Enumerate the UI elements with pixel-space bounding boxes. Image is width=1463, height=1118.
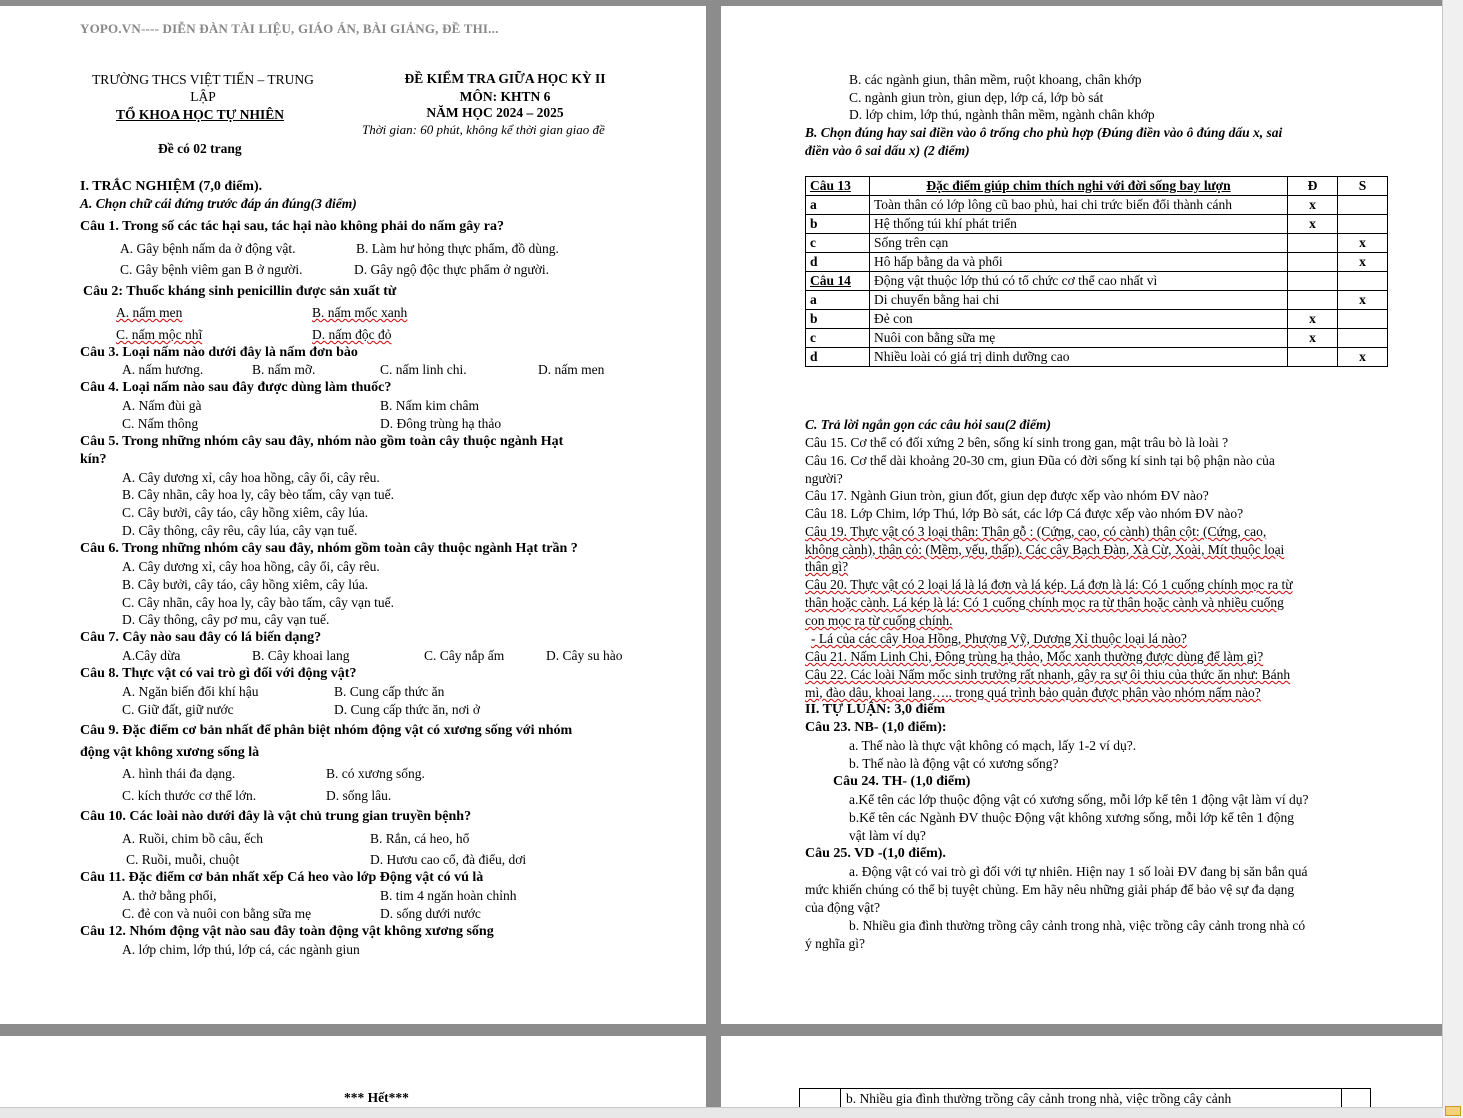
row-key: b <box>806 215 870 234</box>
exam-subject: MÔN: KHTN 6 <box>459 89 551 104</box>
row-false-cell: x <box>1338 348 1388 367</box>
row-true-cell: x <box>1288 215 1338 234</box>
horizontal-scrollbar[interactable] <box>0 1107 1443 1118</box>
row-true-cell <box>1288 291 1338 310</box>
header-false: S <box>1338 177 1388 196</box>
table-row <box>806 348 1388 367</box>
q23-b: b. Thế nào là động vật có xương sống? <box>849 756 1059 771</box>
q17: Câu 17. Ngành Giun tròn, giun đốt, giun dẹp được xếp vào nhóm ĐV nào? <box>805 488 1209 503</box>
true-false-table <box>805 176 1388 367</box>
q10-c: C. Ruồi, muỗi, chuột <box>126 852 240 867</box>
site-banner: YOPO.VN---- DIỄN ĐÀN TÀI LIỆU, GIÁO ÁN, BÀI GIẢNG, ĐỀ THI... <box>80 21 499 36</box>
header-question: Câu 13 <box>806 177 870 196</box>
q6-b: B. Cây bưởi, cây táo, cây hồng xiêm, cây lúa. <box>122 577 369 592</box>
q2: Câu 2: Thuốc kháng sinh penicillin được sản xuất từ <box>83 284 397 299</box>
q10-b: B. Rắn, cá heo, hổ <box>370 831 470 846</box>
q8: Câu 8. Thực vật có vai trò gì đối với động vật? <box>80 666 357 681</box>
row-false-cell: x <box>1338 234 1388 253</box>
q12-c: C. ngành giun tròn, giun dẹp, lớp cá, lớp bò sát <box>849 90 1104 105</box>
q3-c: C. nấm linh chi. <box>380 362 467 377</box>
answer-table-text: b. Nhiều gia đình thường trồng cây cảnh trong nhà, việc trồng cây cảnh <box>846 1091 1232 1106</box>
row-key: d <box>806 253 870 272</box>
q15: Câu 15. Cơ thể có đối xứng 2 bên, sống kí sinh trong gan, mật trâu bò là loài ? <box>805 435 1229 450</box>
q5-d: D. Cây thông, cây rêu, cây lúa, cây vạn tuế. <box>122 523 358 538</box>
row-key: c <box>806 329 870 348</box>
q20-question: - Lá của các cây Hoa Hồng, Phượng Vỹ, Dương Xỉ thuộc loại lá nào? <box>811 631 1187 646</box>
q12-b: B. các ngành giun, thân mềm, ruột khoang, chân khớp <box>849 72 1142 87</box>
row-true-cell <box>1288 234 1338 253</box>
row-true-cell <box>1288 253 1338 272</box>
q18: Câu 18. Lớp Chim, lớp Thú, lớp Bò sát, các lớp Cá được xếp vào nhóm ĐV nào? <box>805 506 1244 521</box>
q6-c: C. Cây nhãn, cây hoa ly, cây bào tấm, cây vạn tuế. <box>122 595 395 610</box>
q10-a: A. Ruồi, chim bồ câu, ếch <box>122 831 263 846</box>
q4-c: C. Nấm thông <box>122 416 199 431</box>
row-key: b <box>806 310 870 329</box>
q3-b: B. nấm mỡ. <box>252 362 316 377</box>
q2-c: C. nấm mộc nhĩ <box>116 327 203 342</box>
row-false-cell <box>1338 329 1388 348</box>
q5: Câu 5. Trong những nhóm cây sau đây, nhóm nào gồm toàn cây thuộc ngành Hạt <box>80 434 564 449</box>
school-name: TRƯỜNG THCS VIỆT TIẾN – TRUNG <box>92 72 314 87</box>
q8-c: C. Giữ đất, giữ nước <box>122 702 234 717</box>
q7: Câu 7. Cây nào sau đây có lá biến dạng? <box>80 630 322 645</box>
row-text: Nhiều loài có giá trị dinh dưỡng cao <box>870 348 1288 367</box>
section-a: A. Chọn chữ cái đứng trước đáp án đúng(3 điểm) <box>80 196 357 211</box>
q5-a: A. Cây dương xỉ, cây hoa hồng, cây ổi, cây rêu. <box>122 470 380 485</box>
q12-a: A. lớp chim, lớp thú, lớp cá, các ngành giun <box>122 942 360 957</box>
q24-b-cont: vật làm ví dụ? <box>849 828 926 843</box>
q6-d: D. Cây thông, cây pơ mu, cây vạn tuế. <box>122 612 330 627</box>
q20-cont-2: con mọc ra từ cuống chính. <box>805 613 953 628</box>
q2-d: D. nấm độc đỏ <box>312 327 392 342</box>
q5-b: B. Cây nhãn, cây hoa ly, cây bèo tấm, cây vạn tuế. <box>122 487 395 502</box>
row-false-cell <box>1338 272 1388 291</box>
q19-cont: không cành), thân cỏ: (Mềm, yếu, thấp). Các cây Bạch Đàn, Xà Cừ, Xoài, Mít thuộc loại <box>805 542 1285 557</box>
q5-c: C. Cây bưởi, cây táo, cây hồng xiêm, cây lúa. <box>122 505 369 520</box>
q1-a: A. Gây bệnh nấm da ở động vật. <box>120 241 296 256</box>
department: TỔ KHOA HỌC TỰ NHIÊN <box>116 107 285 122</box>
row-false-cell: x <box>1338 253 1388 272</box>
page-2 <box>721 6 1443 1024</box>
q9: Câu 9. Đặc điểm cơ bản nhất để phân biệt nhóm động vật có xương sống với nhóm <box>80 723 573 738</box>
q24: Câu 24. TH- (1,0 điểm) <box>833 774 971 789</box>
q25-b: b. Nhiều gia đình thường trồng cây cảnh trong nhà, việc trồng cây cảnh trong nhà có <box>849 918 1306 933</box>
table-row <box>806 253 1388 272</box>
row-text: Đẻ con <box>870 310 1288 329</box>
exam-year: NĂM HỌC 2024 – 2025 <box>426 105 564 120</box>
row-key: d <box>806 348 870 367</box>
q9-a: A. hình thái đa dạng. <box>122 766 236 781</box>
row-true-cell: x <box>1288 196 1338 215</box>
q4-a: A. Nấm đùi gà <box>122 398 202 413</box>
page-3 <box>0 1036 706 1118</box>
q11-a: A. thở bằng phổi, <box>122 888 217 903</box>
page-4 <box>721 1036 1443 1118</box>
q16: Câu 16. Cơ thể dài khoảng 20-30 cm, giun Đũa có đời sống kí sinh tại bộ phận nào của <box>805 453 1275 468</box>
row-true-cell: x <box>1288 329 1338 348</box>
page-1 <box>0 6 706 1024</box>
section-b: B. Chọn đúng hay sai điền vào ô trống cho phù hợp (Đúng điền vào ô đúng dấu x, sai <box>805 125 1283 140</box>
q25-a-cont-2: của động vật? <box>805 900 880 915</box>
q3: Câu 3. Loại nấm nào dưới đây là nấm đơn bào <box>80 345 358 360</box>
q11: Câu 11. Đặc điểm cơ bản nhất xếp Cá heo vào lớp Động vật có vú là <box>80 870 484 885</box>
header-true: Đ <box>1288 177 1338 196</box>
q8-a: A. Ngăn biến đổi khí hậu <box>122 684 259 699</box>
q1: Câu 1. Trong số các tác hại sau, tác hại nào không phải do nấm gây ra? <box>80 219 504 234</box>
row-false-cell: x <box>1338 291 1388 310</box>
q12-d: D. lớp chim, lớp thú, ngành thân mềm, ngành chân khớp <box>849 107 1155 122</box>
q2-a: A. nấm men <box>116 305 183 320</box>
q8-b: B. Cung cấp thức ăn <box>334 684 445 699</box>
table-header <box>806 177 1388 196</box>
q20: Câu 20. Thực vật có 2 loại lá là lá đơn và lá kép. Lá đơn là lá: Có 1 cuống chính mọc ra từ <box>805 577 1293 592</box>
row-false-cell <box>1338 196 1388 215</box>
q21: Câu 21. Nấm Linh Chi, Đông trùng hạ thảo, Mốc xanh thường được dùng để làm gì? <box>805 649 1264 664</box>
row-true-cell <box>1288 272 1338 291</box>
q25-a: a. Động vật có vai trò gì đối với tự nhiên. Hiện nay 1 số loài ĐV đang bị săn bắn quá <box>849 864 1308 879</box>
row-false-cell <box>1338 215 1388 234</box>
row-text: Nuôi con bằng sữa mẹ <box>870 329 1288 348</box>
q6-a: A. Cây dương xỉ, cây hoa hồng, cây ổi, cây rêu. <box>122 559 380 574</box>
q10-d: D. Hươu cao cổ, đà điểu, dơi <box>370 852 527 867</box>
q7-a: A.Cây dừa <box>122 648 181 663</box>
q8-d: D. Cung cấp thức ăn, nơi ở <box>334 702 481 717</box>
q10: Câu 10. Các loài nào dưới đây là vật chủ trung gian truyền bệnh? <box>80 809 472 824</box>
q11-b: B. tim 4 ngăn hoàn chỉnh <box>380 888 517 903</box>
row-text: Hô hấp bằng da và phổi <box>870 253 1288 272</box>
row-key: Câu 14 <box>806 272 870 291</box>
q11-c: C. đẻ con và nuôi con bằng sữa mẹ <box>122 906 312 921</box>
q19-cont-2: thân gì? <box>805 559 849 574</box>
school-name-2: LẬP <box>190 89 216 104</box>
row-text: Sống trên cạn <box>870 234 1288 253</box>
q9-d: D. sống lâu. <box>326 788 392 803</box>
q23: Câu 23. NB- (1,0 điểm): <box>805 720 947 735</box>
q24-b: b.Kể tên các Ngành ĐV thuộc Động vật không xương sống, mỗi lớp kể tên 1 động <box>849 810 1295 825</box>
q20-cont: thân hoặc cành. Lá kép là lá: Có 1 cuống chính mọc ra từ thân hoặc cành và nhiều cuống <box>805 595 1284 610</box>
row-false-cell <box>1338 310 1388 329</box>
section-b-cont: điền vào ô sai dấu x) (2 điểm) <box>805 143 970 158</box>
q2-b: B. nấm mốc xanh <box>312 305 408 320</box>
resize-grip-icon[interactable] <box>1445 1106 1461 1116</box>
q9-b: B. có xương sống. <box>326 766 425 781</box>
row-key: a <box>806 196 870 215</box>
q25-a-cont: mức khiến chúng có thể bị tuyệt chủng. Em hãy nêu những giải pháp để bảo vệ sự đa dạng <box>805 882 1295 897</box>
q4-b: B. Nấm kim châm <box>380 398 479 413</box>
q22: Câu 22. Các loài Nấm mốc sinh trưởng rất nhanh, gây ra sự ôi thiu của thức ăn như: Bánh <box>805 667 1291 682</box>
table-row <box>806 291 1388 310</box>
table-row <box>806 272 1388 291</box>
table-row <box>806 196 1388 215</box>
q7-b: B. Cây khoai lang <box>252 648 350 663</box>
page-count: Đề có 02 trang <box>158 141 242 156</box>
table-row <box>806 329 1388 348</box>
q1-c: C. Gây bệnh viêm gan B ở người. <box>120 262 303 277</box>
q5-cont: kín? <box>80 452 107 467</box>
row-key: a <box>806 291 870 310</box>
vertical-scrollbar[interactable] <box>1442 0 1463 1118</box>
q19: Câu 19. Thực vật có 3 loại thân: Thân gỗ : (Cứng, cao, có cành) thân cột: (Cứng, cao, <box>805 524 1267 539</box>
q6: Câu 6. Trong những nhóm cây sau đây, nhóm gồm toàn cây thuộc ngành Hạt trần ? <box>80 541 578 556</box>
part2-title: II. TỰ LUẬN: 3,0 điểm <box>805 702 946 717</box>
q3-d: D. nấm men <box>538 362 605 377</box>
q25: Câu 25. VD -(1,0 điểm). <box>805 846 946 861</box>
q23-a: a. Thế nào là thực vật không có mạch, lấy 1-2 ví dụ?. <box>849 738 1137 753</box>
end-marker: *** Hết*** <box>344 1090 409 1105</box>
q9-cont: động vật không xương sống là <box>80 745 260 760</box>
header-description: Đặc điểm giúp chim thích nghi với đời sống bay lượn <box>870 177 1288 196</box>
part1-title: I. TRẮC NGHIỆM (7,0 điểm). <box>80 179 263 194</box>
q1-b: B. Làm hư hỏng thực phẩm, đồ dùng. <box>356 241 559 256</box>
exam-title: ĐỀ KIỂM TRA GIỮA HỌC KỲ II <box>404 71 606 86</box>
exam-time: Thời gian: 60 phút, không kể thời gian giao đề <box>362 122 605 137</box>
row-key: c <box>806 234 870 253</box>
q9-c: C. kích thước cơ thể lớn. <box>122 788 257 803</box>
q22-cont: mì, đào dâu, khoai lang….. trong quá trình bảo quản được phân vào nhóm nấm nào? <box>805 685 1261 700</box>
q1-d: D. Gây ngộ độc thực phẩm ở người. <box>354 262 550 277</box>
q16-cont: người? <box>805 471 843 486</box>
q4-d: D. Đông trùng hạ thảo <box>380 416 502 431</box>
row-text: Hệ thống túi khí phát triển <box>870 215 1288 234</box>
q11-d: D. sống dưới nước <box>380 906 481 921</box>
q7-d: D. Cây su hào <box>546 648 623 663</box>
q24-a: a.Kể tên các lớp thuộc động vật có xương sống, mỗi lớp kể tên 1 động vật làm ví dụ? <box>849 792 1309 807</box>
row-true-cell: x <box>1288 310 1338 329</box>
section-c: C. Trả lời ngắn gọn các câu hỏi sau(2 điểm) <box>805 417 1052 432</box>
q4: Câu 4. Loại nấm nào sau đây được dùng làm thuốc? <box>80 380 392 395</box>
table-row <box>806 310 1388 329</box>
row-text: Động vật thuộc lớp thú có tổ chức cơ thể cao nhất vì <box>870 272 1288 291</box>
table-row <box>806 215 1388 234</box>
q3-a: A. nấm hương. <box>122 362 204 377</box>
table-row <box>806 234 1388 253</box>
q25-b-cont: ý nghĩa gì? <box>805 936 865 951</box>
q7-c: C. Cây nắp ấm <box>424 648 505 663</box>
row-text: Toàn thân có lớp lông cũ bao phủ, hai chi trức biến đổi thành cánh <box>870 196 1288 215</box>
q12: Câu 12. Nhóm động vật nào sau đây toàn động vật không xương sống <box>80 924 494 939</box>
row-text: Di chuyển bằng hai chi <box>870 291 1288 310</box>
row-true-cell <box>1288 348 1338 367</box>
